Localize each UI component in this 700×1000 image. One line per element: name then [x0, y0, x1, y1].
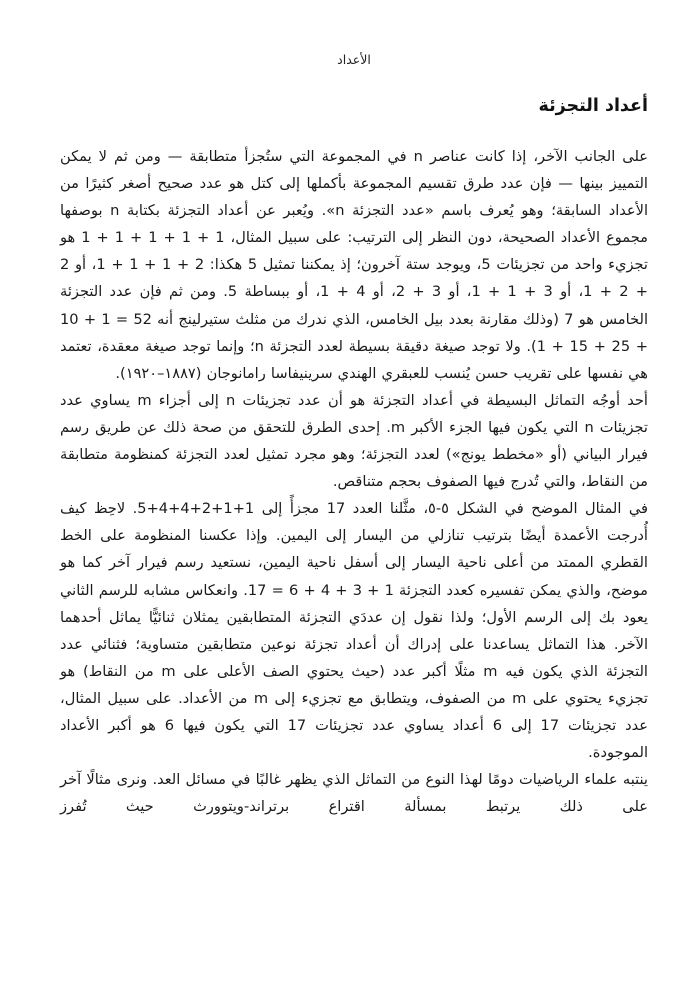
running-header: الأعداد: [337, 52, 371, 67]
body-text: [60, 143, 648, 820]
paragraph: أحد أوجُه التماثل البسيطة في أعداد التجزئة هو أن عدد تجزيئات n إلى أجزاء m يساوي عدد تجزيئات n التي يكون فيها الجزء الأكبر m. إحدى الطرق للتحقق من صحة ذلك عن طريق رسم فيرار البياني (أو «مخطط يونج») لعدد التجزئة؛ وهو مجرد تمثيل لعدد التجزئة كمنظومة متطابقة من النقاط، والتي تُدرج فيها الصفوف بحجم متناقص.: [60, 391, 648, 491]
book-page: [60, 0, 648, 1000]
paragraph: على الجانب الآخر، إذا كانت عناصر n في المجموعة التي ستُجزأ متطابقة — ومن ثم لا يمكن التمييز بينها — فإن عدد طرق تقسيم المجموعة بأكملها إلى كتل هو عدد صحيح أصغر كثيرًا من الأعداد السابقة؛ وهو يُعرف باسم «عدد التجزئة n». ويُعبر عن أعداد التجزئة بكتابة n بوصفها مجموع الأعداد الصحيحة، دون النظر إلى الترتيب: على سبيل المثال، 1 + 1 + 1 + 1 + 1 هو تجزيء واحد من تجزيئات 5، ويوجد ستة آخرون؛ إذ يمكننا تمثيل 5 هكذا: 2 + 1 + 1 + 1، أو 2 + 2 + 1، أو 3 + 1 + 1، أو 3 + 2، أو 4 + 1، أو ببساطة 5. ومن ثم فإن عدد التجزئة الخامس هو 7 (وذلك مقارنة بعدد بيل الخامس، الذي ندرك من مثلث ستيرلينج أنه 52 = 1 + 10 + 25 + 15 + 1). ولا توجد صيغة دقيقة بسيطة لعدد التجزئة n؛ وإنما توجد صيغة معقدة، تعتمد هي نفسها على تقريب حسن يُنسب للعبقري الهندي سرينيفاسا رامانوجان (١٨٨٧–١٩٢٠).: [60, 148, 649, 382]
paragraph: في المثال الموضح في الشكل ٥-٥، مثَّلنا العدد 17 مجزأً إلى 1+1+2+4+4+5. لاحِظ كيف أُدرجت الأعمدة أيضًا بترتيب تنازلي من اليسار إلى اليمين. وإذا عكسنا المنظومة على الخط القطري الممتد من أعلى ناحية اليسار إلى أسفل ناحية اليمين، نستعيد رسم فيرار آخر كما هو موضح، والذي يمكن تفسيره كعدد التجزئة 1 + 3 + 4 + 6 = 17. وانعكاس مشابه للرسم الثاني يعود بك إلى الرسم الأول؛ ولذا نقول إن عددَي التجزئة المتطابقين يمثلان ثنائيًّا يماثل أحدهما الآخر. هذا التماثل يساعدنا على إدراك أن أعداد تجزئة نوعين متطابقين متساوية؛ فثنائي عدد التجزئة الذي يكون فيه m مثلًا أكبر عدد (حيث يحتوي الصف الأعلى على m من النقاط) هو تجزيء يحتوي على m من الصفوف، ويتطابق مع تجزيء إلى m من الأعداد. على سبيل المثال، عدد تجزيئات 17 إلى 6 أعداد يساوي عدد تجزيئات 17 التي يكون فيها 6 هو أكبر الأعداد الموجودة.: [60, 500, 649, 762]
paragraph: ينتبه علماء الرياضيات دومًا لهذا النوع من التماثل الذي يظهر غالبًا في مسائل العد. ونرى مثالًا آخر على ذلك يرتبط بمسألة اقتراع برتراند-ويتوورث حيث تُفرز: [60, 771, 648, 816]
section-title: أعداد التجزئة: [538, 96, 648, 116]
